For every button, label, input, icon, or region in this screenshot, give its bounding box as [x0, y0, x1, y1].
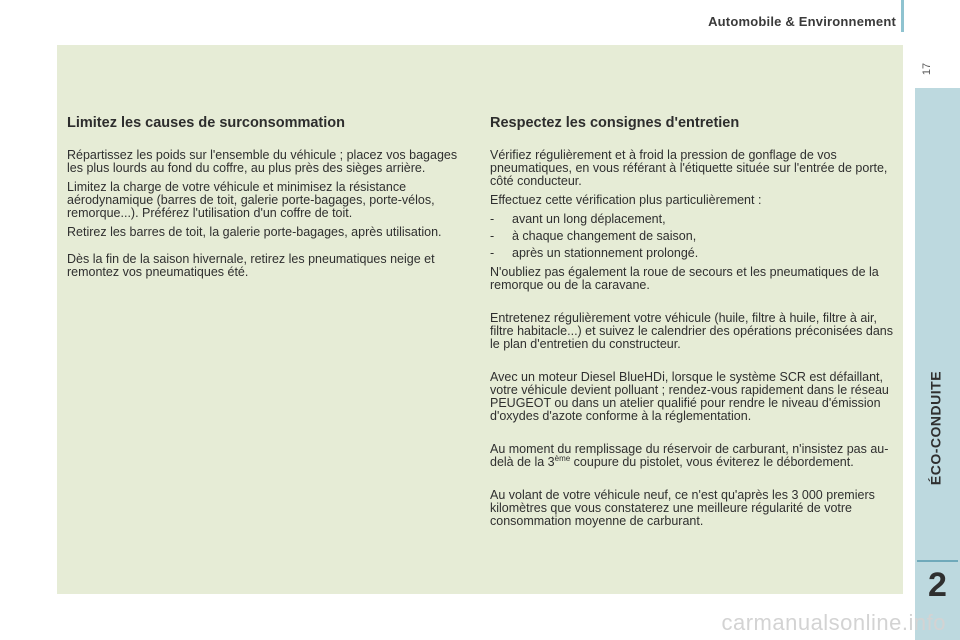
chapter-separator	[917, 560, 958, 562]
watermark: carmanualsonline.info	[721, 610, 946, 635]
left-column	[67, 115, 465, 285]
paragraph: Retirez les barres de toit, la galerie porte-bagages, après utilisation.	[67, 225, 442, 239]
running-header: Automobile & Environnement	[708, 14, 896, 29]
chapter-side-tab	[915, 88, 960, 640]
paragraph: Vérifiez régulièrement et à froid la pression de gonflage de vos pneumatiques, en vous référant à l'étiquette située sur l'entrée de porte, côté conducteur.	[490, 148, 888, 188]
paragraph: Effectuez cette vérification plus particulièrement :	[490, 193, 762, 207]
list-item: - avant un long déplacement,	[490, 213, 898, 226]
check-occasions-list	[490, 213, 898, 260]
paragraph: N'oubliez pas également la roue de secours et les pneumatiques de la remorque ou de la caravane.	[490, 265, 879, 292]
paragraph: Dès la fin de la saison hivernale, retirez les pneumatiques neige et remontez vos pneumatiques été.	[67, 252, 435, 279]
section-heading-maintenance: Respectez les consignes d'entretien	[490, 115, 740, 131]
page-number: 17	[921, 62, 933, 76]
paragraph: Répartissez les poids sur l'ensemble du véhicule ; placez vos bagages les plus lourds au fond du coffre, au plus près des sièges arrière.	[67, 148, 458, 175]
list-item: - après un stationnement prolongé.	[490, 247, 898, 260]
content-panel	[57, 45, 903, 594]
section-heading-overconsumption: Limitez les causes de surconsommation	[67, 115, 346, 131]
paragraph-bluehdi: Avec un moteur Diesel BlueHDi, lorsque le système SCR est défaillant, votre véhicule devient polluant ; rendez-vous rapidement dans le réseau PEUGEOT ou dans un atelier qualifié pour rendre le niveau d'émission d'oxydes d'azote conforme à la réglementation.	[490, 370, 889, 423]
list-item: - à chaque changement de saison,	[490, 230, 898, 243]
paragraph-refuel	[490, 443, 898, 469]
header-accent-bar	[901, 0, 904, 32]
chapter-label: ÉCO-CONDUITE	[927, 370, 944, 486]
ordinal-suffix: ème	[554, 453, 571, 463]
chapter-number: 2	[928, 566, 947, 604]
refuel-text-start: Au moment du remplissage du réservoir de carburant, n'insistez pas au-delà de la 3	[490, 442, 889, 469]
right-column	[490, 115, 898, 534]
refuel-text-end: coupure du pistolet, vous éviterez le débordement.	[570, 455, 854, 469]
paragraph: Limitez la charge de votre véhicule et minimisez la résistance aérodynamique (barres de toit, galerie porte-bagages, porte-vélos, remorque...). Préférez l'utilisation d'un coffre de toit.	[67, 180, 435, 220]
paragraph-new-vehicle: Au volant de votre véhicule neuf, ce n'est qu'après les 3 000 premiers kilomètres que vous constaterez une meilleure régularité de votre consommation moyenne de carburant.	[490, 488, 875, 528]
paragraph-maintenance: Entretenez régulièrement votre véhicule (huile, filtre à huile, filtre à air, filtre habitacle...) et suivez le calendrier des opérations préconisées dans le plan d'entretien du constructeur.	[490, 311, 893, 351]
